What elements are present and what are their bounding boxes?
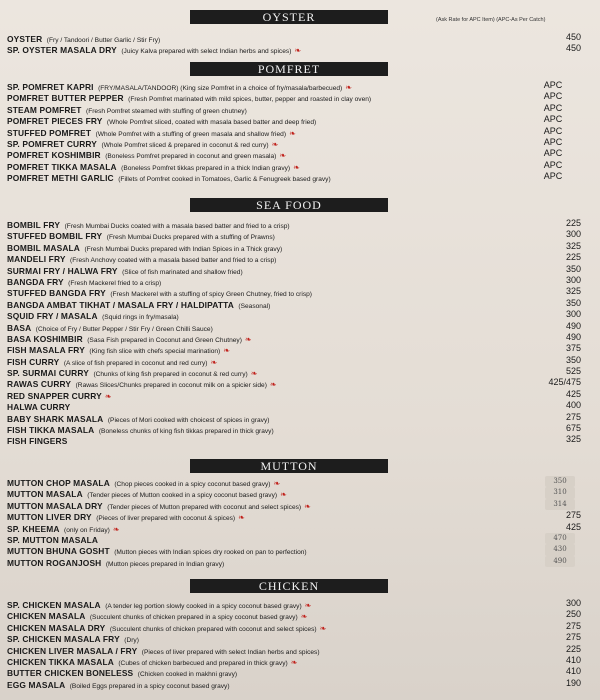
menu-item-description: (Mutton pieces prepared in Indian gravy) [105, 560, 225, 568]
menu-item-name: SQUID FRY / MASALA [7, 311, 98, 322]
menu-item-price: 314 [545, 499, 575, 510]
menu-item [7, 434, 587, 445]
menu-item-price: 300 [565, 229, 581, 240]
spicy-chili-icon: ❧ [294, 46, 302, 56]
menu-item-description: (Fresh Mackerel fried to a crisp) [68, 279, 162, 287]
menu-item-description: (Fillets of Pomfret cooked in Tomatoes, Garlic & Fenugreek based gravy) [118, 176, 331, 184]
spicy-chili-icon: ❧ [300, 612, 308, 622]
menu-item-price: 425 [565, 388, 581, 399]
menu-item-price: 490 [565, 320, 581, 331]
menu-item-description: (Whole Pomfret sliced, coated with masala based batter and deep fried) [106, 119, 317, 127]
menu-item-name: RED SNAPPER CURRY [7, 390, 102, 401]
menu-item-description: (Fresh Mumbai Ducks prepared with Indian Spices in a Thick gravy) [84, 245, 283, 253]
menu-item [7, 533, 587, 544]
menu-item-price: 350 [565, 354, 581, 365]
menu-item-description: (Pieces of Mori cooked with choicest of spices in gravy) [107, 416, 270, 424]
menu-item-name: SP. SURMAI CURRY [7, 368, 89, 379]
menu-item-name: MUTTON MASALA DRY [7, 500, 103, 511]
spicy-chili-icon: ❧ [290, 657, 298, 667]
menu-item [7, 171, 587, 182]
menu-item-description: (Fresh Mumbai Ducks prepared with a stuffing of Prawns) [106, 234, 275, 242]
menu-item-name: BANGDA FRY [7, 276, 64, 287]
menu-item-name: BASA KOSHIMBIR [7, 333, 83, 344]
menu-item-description: (Choice of Fry / Butter Pepper / Stir Fry / Green Chilli Sauce) [35, 325, 213, 333]
menu-item-name: FISH TIKKA MASALA [7, 425, 95, 436]
section-list-seafood [7, 218, 587, 446]
menu-item-price: 425/475 [548, 377, 581, 388]
menu-item-price: 450 [565, 32, 581, 42]
menu-item-name: CHICKEN TIKKA MASALA [7, 656, 114, 667]
menu-item-name: BUTTER CHICKEN BONELESS [7, 668, 134, 679]
menu-item-price: 225 [565, 643, 581, 654]
menu-item [7, 321, 587, 332]
menu-item-price: 190 [565, 677, 581, 688]
spicy-chili-icon: ❧ [273, 479, 281, 488]
menu-item-name: MUTTON ROGANJOSH [7, 557, 102, 568]
menu-item-price: 525 [565, 366, 581, 377]
menu-item-name: POMFRET PIECES FRY [7, 116, 103, 127]
menu-item-price: APC [543, 159, 563, 170]
menu-item-name: MUTTON LIVER DRY [7, 512, 92, 523]
menu-item [7, 91, 587, 102]
menu-item-price: 300 [565, 598, 581, 608]
menu-item [7, 487, 587, 498]
menu-item-price: 325 [565, 286, 581, 297]
menu-item-price: 675 [565, 423, 581, 434]
spicy-chili-icon: ❧ [104, 391, 112, 401]
menu-item [7, 621, 587, 632]
menu-item-description: (FRY/MASALA/TANDOOR) (King size Pomfret in a choice of fry/masala/barbecued) [98, 85, 343, 92]
menu-item-price: 350 [545, 476, 575, 487]
menu-item-description: (Fresh Mackerel with a stuffing of spicy Green Chutney, fried to crisp) [110, 291, 312, 299]
menu-item-price: 350 [565, 263, 581, 274]
menu-item-description: (Dry) [124, 637, 139, 645]
menu-item-description: (Squid rings in fry/masala) [102, 314, 179, 322]
menu-item [7, 666, 587, 677]
menu-item-description: (Slice of fish marinated and shallow fried) [122, 268, 243, 276]
menu-item [7, 148, 587, 159]
menu-item-name: BOMBIL MASALA [7, 242, 80, 253]
menu-item-price: APC [543, 148, 563, 159]
spicy-chili-icon: ❧ [250, 369, 258, 379]
menu-item-description: (Whole Pomfret sliced & prepared in coconut & red curry) [101, 141, 269, 149]
menu-item-description: (Fresh Mumbai Ducks coated with a masala based batter and fried to a crisp) [64, 223, 290, 230]
menu-item-description: (Chunks of king fish prepared in coconut & red curry) [93, 371, 248, 379]
menu-item-description: (Cubes of chicken barbecued and prepared in thick gravy) [118, 659, 288, 667]
menu-item-name: POMFRET KOSHIMBIR [7, 150, 101, 161]
menu-item-price: 300 [565, 309, 581, 320]
menu-item [7, 241, 587, 252]
menu-item-price: 325 [565, 434, 581, 445]
section-header-mutton: MUTTON [190, 459, 388, 473]
menu-item-description: (Chicken cooked in makhni gravy) [137, 671, 238, 679]
spicy-chili-icon: ❧ [289, 128, 296, 138]
menu-item-price: 325 [565, 240, 581, 251]
menu-item-price: APC [543, 102, 563, 113]
menu-item-name: FISH MASALA FRY [7, 345, 85, 356]
menu-item [7, 264, 587, 275]
spicy-chili-icon: ❧ [271, 139, 279, 149]
menu-item-description: (Juicy Kalva prepared with select Indian herbs and spices) [121, 48, 292, 56]
menu-item-name: SP. POMFRET CURRY [7, 138, 98, 149]
menu-item [7, 632, 587, 643]
section-list-chicken [7, 598, 587, 689]
menu-item [7, 366, 587, 377]
menu-item-description: (Boneless Pomfret prepared in coconut and green masala) [105, 153, 277, 161]
menu-item-description: (Boneless Pomfret tikkas prepared in a thick Indian gravy) [121, 164, 291, 172]
menu-item [7, 678, 587, 689]
menu-item [7, 286, 587, 297]
menu-item [7, 137, 587, 148]
section-list-mutton [7, 476, 587, 567]
menu-item-description: (Whole Pomfret with a stuffing of green masala and shallow fried) [95, 130, 287, 138]
menu-item-price: 410 [565, 654, 581, 665]
menu-item-name: HALWA CURRY [7, 402, 71, 413]
menu-item [7, 275, 587, 286]
menu-item [7, 377, 587, 388]
menu-item [7, 80, 587, 91]
menu-item-description: (Fresh Pomfret marinated with mild spices, butter, pepper and roasted in clay oven) [128, 96, 372, 104]
menu-item-name: CHICKEN MASALA [7, 611, 86, 622]
spicy-chili-icon: ❧ [223, 346, 230, 356]
menu-item [7, 423, 587, 434]
menu-item-name: STEAM POMFRET [7, 104, 82, 115]
section-header-chicken: CHICKEN [190, 579, 388, 593]
menu-item-name: BANGDA AMBAT TIKHAT / MASALA FRY / HALDIPATTA [7, 299, 234, 310]
menu-item-name: POMFRET BUTTER PEPPER [7, 93, 124, 104]
menu-item-name: POMFRET METHI GARLIC [7, 173, 114, 184]
menu-item-price: 410 [565, 666, 581, 677]
menu-item [7, 476, 587, 487]
menu-item-description: (Tender pieces of Mutton prepared with coconut and select spices) [107, 503, 302, 511]
spicy-chili-icon: ❧ [112, 524, 120, 534]
menu-item [7, 556, 587, 567]
menu-item-price: 300 [565, 274, 581, 285]
menu-item-description: (Mutton pieces with Indian spices dry rooked on pan to perfection) [114, 549, 307, 557]
menu-item [7, 389, 587, 400]
section-header-oyster: OYSTER [190, 10, 388, 24]
menu-item-description: (Sasa Fish prepared in Coconut and Green Chutney) [87, 336, 242, 344]
menu-item-price: 275 [565, 620, 581, 631]
menu-item-name: STUFFED POMFRET [7, 127, 92, 138]
menu-item-description: (Pieces of liver prepared with select Indian herbs and spices) [141, 648, 320, 656]
menu-item-name: CHICKEN LIVER MASALA / FRY [7, 645, 138, 656]
menu-item-price: 450 [565, 43, 581, 54]
spicy-chili-icon: ❧ [210, 357, 218, 367]
menu-item [7, 400, 587, 411]
menu-item-description: (Boiled Eggs prepared in a spicy coconut based gravy) [69, 682, 230, 690]
menu-item [7, 355, 587, 366]
apc-note: (Ask Rate for APC Item) (APC-As Per Catch) [436, 17, 546, 23]
menu-item-name: SP. CHICKEN MASALA FRY [7, 634, 120, 645]
menu-item-name: BASA [7, 322, 32, 333]
section-list-oyster [7, 32, 587, 55]
menu-item-price: 310 [545, 487, 575, 498]
menu-item [7, 598, 587, 609]
menu-item [7, 103, 587, 114]
menu-item-price: APC [543, 91, 563, 102]
menu-item-price: APC [543, 171, 563, 182]
menu-item-name: POMFRET TIKKA MASALA [7, 161, 117, 172]
menu-item [7, 510, 587, 521]
menu-item [7, 160, 587, 171]
menu-item-price: 430 [545, 544, 575, 555]
section-header-pomfret: POMFRET [190, 62, 388, 76]
menu-item-name: FISH FINGERS [7, 436, 68, 447]
menu-item-description: (Fresh Anchovy coated with a masala based batter and fried to a crisp) [70, 257, 277, 265]
menu-item-price: 375 [565, 343, 581, 354]
menu-item-name: MUTTON MASALA [7, 489, 83, 500]
menu-item-price: 425 [565, 521, 581, 532]
menu-item-price: 470 [545, 533, 575, 544]
spicy-chili-icon: ❧ [304, 501, 311, 511]
menu-item [7, 252, 587, 263]
menu-item-price: 275 [565, 510, 581, 521]
menu-item-price: 250 [565, 609, 581, 620]
menu-item-price: APC [543, 114, 563, 125]
menu-item-description: (Seasonal) [238, 302, 271, 310]
section-header-seafood: SEA FOOD [190, 198, 388, 212]
menu-item [7, 218, 587, 229]
menu-item-description: (Fresh Pomfret steamed with stuffing of green chutney) [86, 107, 247, 115]
menu-item-price: 275 [565, 632, 581, 643]
menu-item-name: STUFFED BANGDA FRY [7, 288, 106, 299]
spicy-chili-icon: ❧ [238, 513, 245, 523]
spicy-chili-icon: ❧ [304, 601, 312, 610]
menu-item [7, 343, 587, 354]
menu-item-name: OYSTER [7, 34, 43, 44]
menu-item-name: SP. OYSTER MASALA DRY [7, 45, 117, 56]
section-list-pomfret [7, 80, 587, 183]
menu-item-price: 490 [545, 556, 575, 567]
menu-item [7, 644, 587, 655]
menu-item-price: APC [543, 136, 563, 147]
menu-item-name: RAWAS CURRY [7, 379, 72, 390]
menu-item [7, 32, 587, 43]
menu-item-description: (A tender leg portion slowly cooked in a spicy coconut based gravy) [105, 603, 302, 610]
menu-item-name: BABY SHARK MASALA [7, 413, 104, 424]
menu-item-price: 225 [565, 252, 581, 263]
menu-item [7, 229, 587, 240]
menu-item [7, 332, 587, 343]
menu-item-description: (Rawas Slices/Chunks prepared in coconut milk on a spicier side) [75, 382, 267, 390]
menu-item-name: SP. MUTTON MASALA [7, 534, 99, 545]
menu-item-name: STUFFED BOMBIL FRY [7, 231, 103, 242]
menu-item [7, 609, 587, 620]
menu-item-name: BOMBIL FRY [7, 220, 61, 230]
menu-item-price: APC [543, 125, 563, 136]
spicy-chili-icon: ❧ [279, 151, 287, 161]
spicy-chili-icon: ❧ [345, 83, 352, 92]
menu-item-name: FISH CURRY [7, 356, 60, 367]
menu-item-description: (Chop pieces cooked in a spicy coconut based gravy) [114, 481, 271, 488]
menu-item-name: MUTTON CHOP MASALA [7, 478, 110, 488]
menu-item-description: (Boneless chunks of king fish tikkas prepared in thick gravy) [98, 428, 274, 436]
menu-item-name: SP. POMFRET KAPRI [7, 82, 94, 92]
menu-item [7, 544, 587, 555]
menu-item-name: EGG MASALA [7, 679, 66, 690]
menu-item [7, 298, 587, 309]
menu-item [7, 43, 587, 54]
spicy-chili-icon: ❧ [269, 380, 277, 390]
spicy-chili-icon: ❧ [293, 162, 300, 172]
spicy-chili-icon: ❧ [244, 334, 252, 344]
menu-item [7, 655, 587, 666]
menu-item-price: 350 [565, 297, 581, 308]
menu-item-description: (Tender pieces of Mutton cooked in a spicy coconut based gravy) [87, 492, 278, 500]
menu-item-name: SP. CHICKEN MASALA [7, 600, 101, 610]
menu-item-price: 400 [565, 400, 581, 411]
menu-item-description: (King fish slice with chefs special marination) [89, 348, 221, 356]
menu-item [7, 522, 587, 533]
spicy-chili-icon: ❧ [280, 490, 287, 500]
menu-item-name: SURMAI FRY / HALWA FRY [7, 265, 118, 276]
menu-item-name: CHICKEN MASALA DRY [7, 622, 106, 633]
spicy-chili-icon: ❧ [319, 623, 327, 633]
menu-item-description: (Succulent chunks of chicken prepared with coconut and select spices) [109, 625, 317, 633]
menu-item-name: MUTTON BHUNA GOSHT [7, 546, 110, 557]
menu-item [7, 126, 587, 137]
menu-item-description: (Pieces of liver prepared with coconut & spices) [96, 515, 236, 523]
menu-item-description: (only on Friday) [64, 526, 110, 534]
menu-item-price: 490 [565, 331, 581, 342]
menu-item [7, 309, 587, 320]
menu-item-description: (Succulent chunks of chicken prepared in a spicy coconut based gravy) [89, 614, 298, 622]
menu-item-price: APC [543, 80, 563, 90]
menu-item-price: 275 [565, 411, 581, 422]
menu-item-name: SP. KHEEMA [7, 523, 60, 534]
menu-item-description: (A slice of fish prepared in coconut and red curry) [63, 359, 208, 367]
menu-item-name: MANDELI FRY [7, 254, 66, 265]
menu-item-price: 225 [565, 218, 581, 228]
menu-item-description: (Fry / Tandoori / Butter Garlic / Stir Fry) [46, 37, 161, 44]
